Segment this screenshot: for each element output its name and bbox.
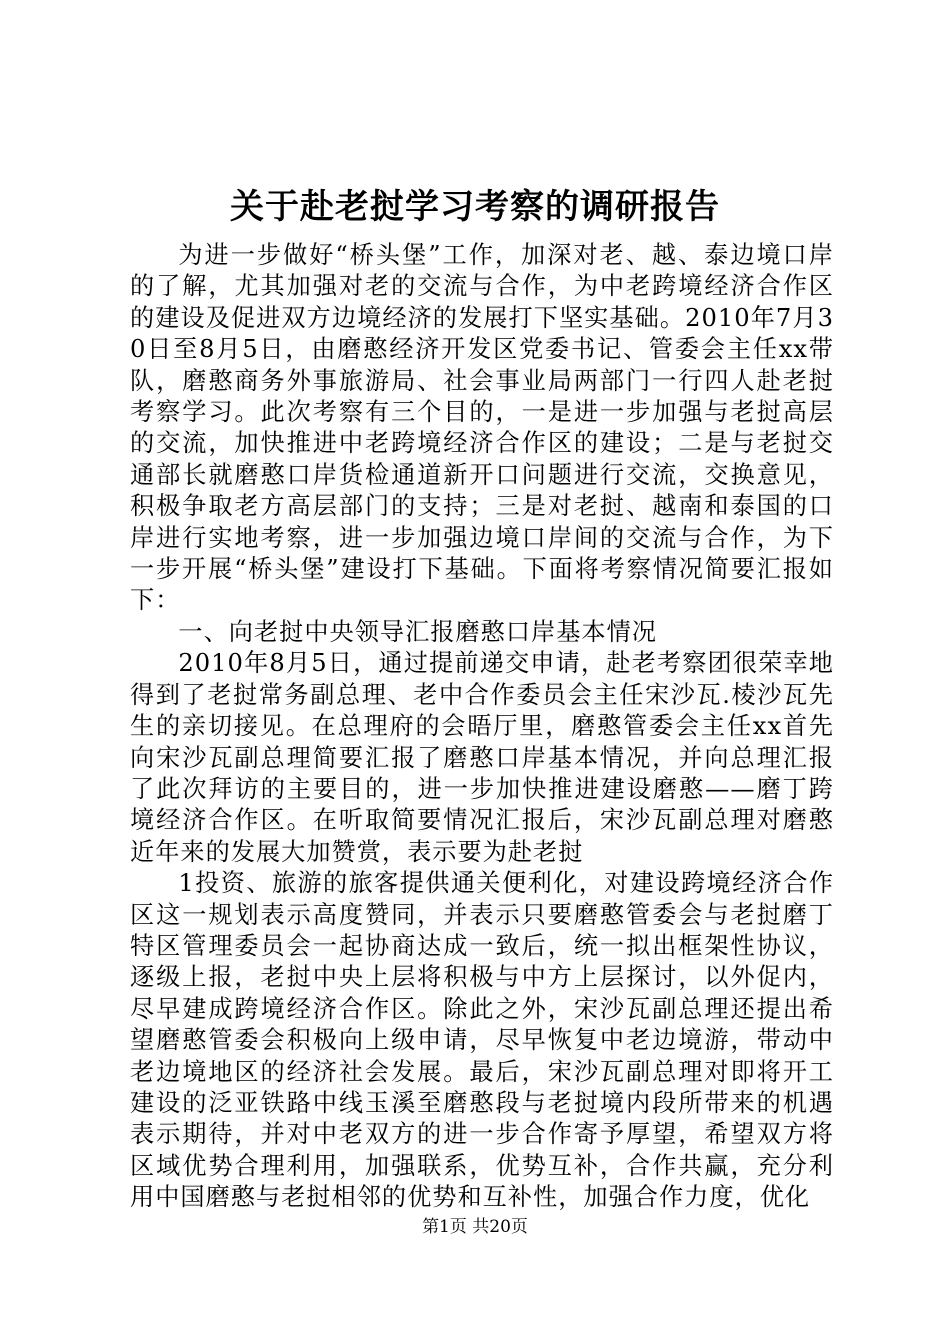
document-title: 关于赴老挝学习考察的调研报告 (230, 187, 720, 227)
paragraph-continuation: 1投资、旅游的旅客提供通关便利化，对建设跨境经济合作区这一规划表示高度赞同，并表示只要磨憨管委会与老挝磨丁特区管理委员会一起协商达成一致后，统一拟出框架性协议，逐级上报，老挝中央上层将积极与中方上层探讨，以外促内，尽早建成跨境经济合作区。除此之外，宋沙瓦副总理还提出希望磨憨管委会积极向上级申请，尽早恢复中老边境游，带动中老边境地区的经济社会发展。最后，宋沙瓦副总理对即将开工建设的泛亚铁路中线玉溪至磨憨段与老挝境内段所带来的机遇表示期待，并对中老双方的进一步合作寄予厚望，希望双方将区域优势合理利用，加强联系，优势互补，合作共赢，充分利用中国磨憨与老挝相邻的优势和互补性，加强合作力度，优化 (130, 869, 834, 1212)
page-number-footer: 第1页 共20页 (422, 1217, 528, 1237)
paragraph-intro: 为进一步做好“桥头堡”工作，加深对老、越、泰边境口岸的了解，尤其加强对老的交流与合作，为中老跨境经济合作区的建设及促进双方边境经济的发展打下坚实基础。2010年7月30日至8月5日，由磨憨经济开发区党委书记、管委会主任xx带队，磨憨商务外事旅游局、社会事业局两部门一行四人赴老挝考察学习。此次考察有三个目的，一是进一步加强与老挝高层的交流，加快推进中老跨境经济合作区的建设；二是与老挝交通部长就磨憨口岸货检通道新开口问题进行交流，交换意见，积极争取老方高层部门的支持；三是对老挝、越南和泰国的口岸进行实地考察，进一步加强边境口岸间的交流与合作，为下一步开展“桥头堡”建设打下基础。下面将考察情况简要汇报如下： (130, 241, 834, 615)
section-heading-1: 一、向老挝中央领导汇报磨憨口岸基本情况 (178, 617, 657, 646)
paragraph-meeting: 2010年8月5日，通过提前递交申请，赴老考察团很荣幸地得到了老挝常务副总理、老中合作委员会主任宋沙瓦.棱沙瓦先生的亲切接见。在总理府的会晤厅里，磨憨管委会主任xx首先向宋沙瓦副总理简要汇报了磨憨口岸基本情况，并向总理汇报了此次拜访的主要目的，进一步加快推进建设磨憨——磨丁跨境经济合作区。在听取简要情况汇报后，宋沙瓦副总理对磨憨近年来的发展大加赞赏，表示要为赴老挝 (130, 649, 834, 866)
document-body (130, 240, 834, 1214)
